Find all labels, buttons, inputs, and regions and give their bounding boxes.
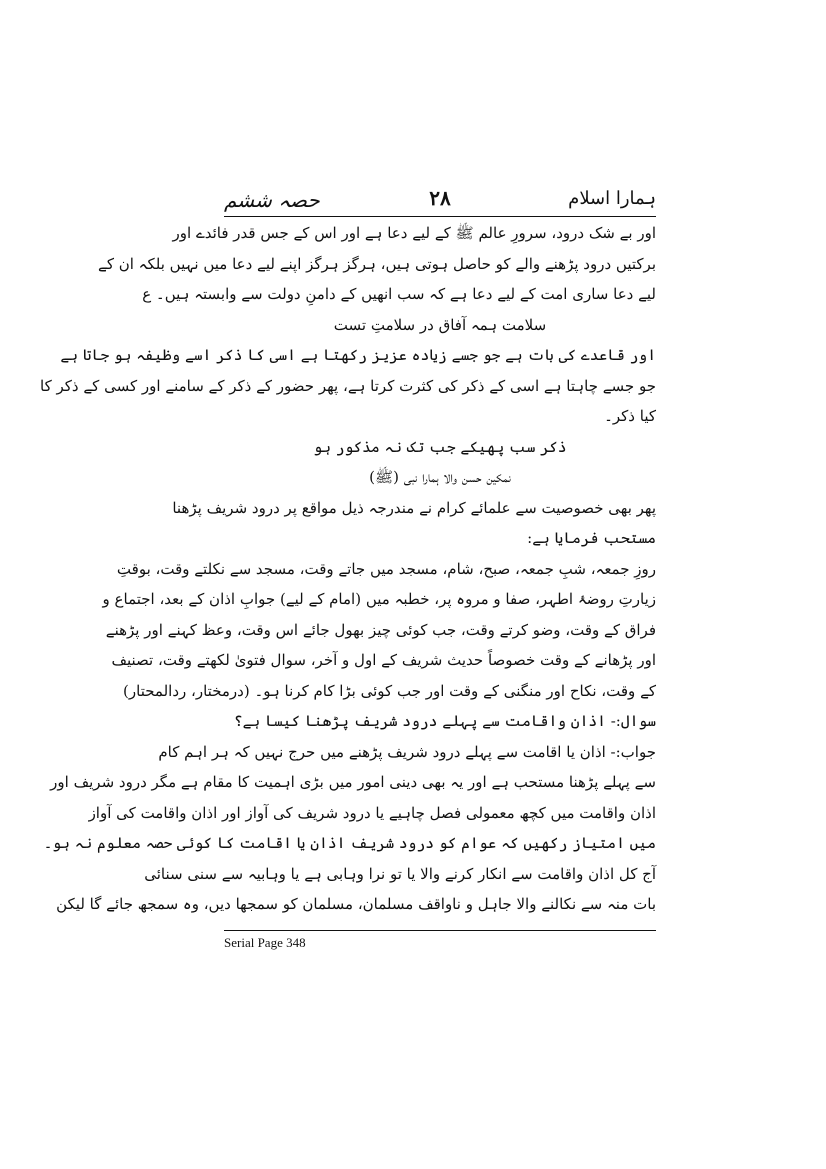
question-line: سوال:- اذان واقامت سے پہلے درود شریف پڑھنا کیسا ہے؟ (233, 712, 656, 730)
text-line: پھر بھی خصوصیت سے علمائے کرام نے مندرجہ ذیل مواقع پر درود شریف پڑھنا (172, 498, 656, 517)
text-line: لیے دعا ساری امت کے لیے دعا ہے کہ سب انھیں کے دامنِ دولت سے وابستہ ہیں۔ ع (142, 285, 656, 303)
text-line: فراق کے وقت، وضو کرتے وقت، جب کوئی چیز بھول جائے اس وقت، وعظ کہنے اور پڑھنے (105, 620, 656, 639)
text-line: بات منہ سے نکالنے والا جاہل و ناواقف مسلمان، مسلمان کو سمجھا دیں، وہ سمجھ جائے گا لیکن (56, 895, 656, 913)
text-line: اور بے شک درود، سرورِ عالم ﷺ کے لیے دعا ہے اور اس کے جس قدر فائدے اور (172, 224, 656, 242)
poem-verse: نمکین حسن والا ہمارا نبی (ﷺ) (369, 468, 511, 486)
answer-line: جواب:- اذان یا اقامت سے پہلے درود شریف پڑھنے میں حرج نہیں کہ ہر اہم کام (158, 742, 656, 761)
text-line: آج کل اذان واقامت سے انکار کرنے والا یا تو نرا وہابی ہے یا وہابیہ سے سنی سنائی (144, 864, 656, 883)
text-line: مستحب فرمایا ہے: (527, 529, 656, 547)
section-label: حصہ ششم (224, 188, 320, 212)
persian-verse: سلامت ہمہ آفاق در سلامتِ تست (333, 315, 547, 334)
text-line: کیا ذکر۔ (604, 407, 656, 425)
page-footer (224, 935, 306, 951)
text-line: سے پہلے پڑھنا مستحب ہے اور یہ بھی دینی امور میں بڑی اہمیت کا مقام ہے مگر درود شریف اور (50, 773, 656, 791)
poem-verse: ذکر سب پھیکے جب تک نہ مذکور ہو (313, 437, 567, 456)
text-line: میں امتیاز رکھیں کہ عوام کو درود شریف اذان یا اقامت کا کوئی حصہ معلوم نہ ہو۔ (43, 834, 656, 852)
serial-number: 348 (286, 935, 306, 950)
text-line: اذان واقامت میں کچھ معمولی فصل چاہیے یا درود شریف کی آواز اور اذان واقامت کی آواز (88, 803, 656, 822)
footer-divider (224, 930, 656, 931)
page-number: ۲۸ (429, 186, 451, 210)
text-line: روزِ جمعہ، شبِ جمعہ، صبح، شام، مسجد میں جاتے وقت، مسجد سے نکلتے وقت، بوقتِ (116, 559, 656, 578)
book-title: ہمارا اسلام (568, 188, 656, 209)
serial-label: Serial Page (224, 935, 283, 950)
text-line: برکتیں درود پڑھنے والے کو حاصل ہوتی ہیں، ہرگز ہرگز اپنے لیے دعا میں نہیں بلکہ ان کے (98, 254, 656, 273)
text-line: کے وقت، نکاح اور منگنی کے وقت اور جب کوئی بڑا کام کرنا ہو۔ (درمختار، ردالمحتار) (123, 681, 656, 700)
text-line: اور قاعدے کی بات ہے جو جسے زیادہ عزیز رکھتا ہے اسی کا ذکر اسے وظیفہ ہو جاتا ہے (60, 346, 656, 364)
page-header (224, 186, 656, 217)
text-line: جو جسے چاہتا ہے اسی کے ذکر کی کثرت کرتا ہے، پھر حضور کے ذکر کے سامنے اور کسی کے ذکر کا (40, 376, 656, 395)
text-line: زیارتِ روضۂ اطہر، صفا و مروہ پر، خطبہ میں (امام کے لیے) جوابِ اذان کے بعد، اجتماع و (102, 590, 656, 608)
page-body (40, 218, 656, 920)
text-line: اور پڑھانے کے وقت خصوصاً حدیث شریف کے اول و آخر، سوال فتویٰ لکھتے وقت، تصنیف (111, 651, 656, 669)
